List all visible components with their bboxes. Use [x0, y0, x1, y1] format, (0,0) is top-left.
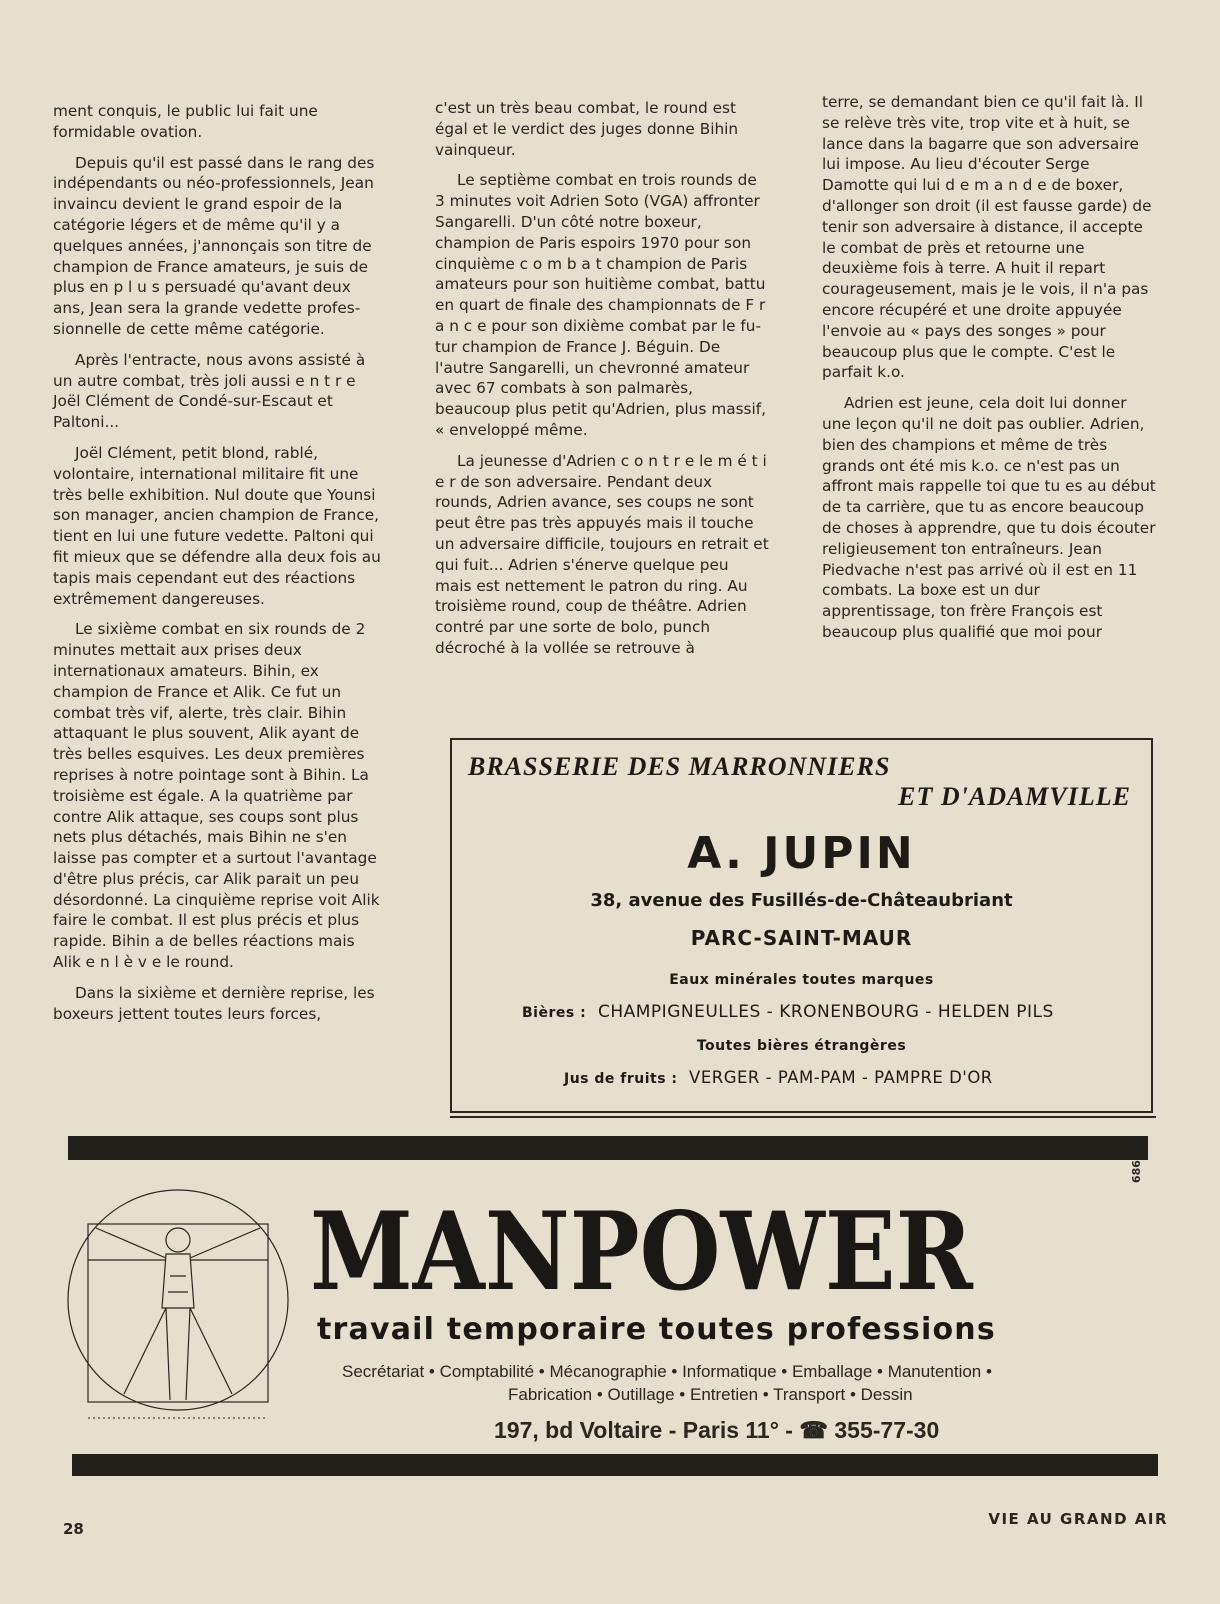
article-column-3 [822, 92, 1156, 653]
brasserie-owner: A. JUPIN [687, 828, 916, 879]
brasserie-bottom-rule [450, 1116, 1156, 1118]
vitruvian-man-icon [66, 1188, 296, 1428]
article-paragraph: Joël Clément, petit blond, rablé, volontaire, international militaire fit une très belle exhibition. Nul doute que Younsi son manager, ancien champion de France, tient en lui une future vedette. Paltoni qui fit mieux que se défendre alla deux fois au tapis mais cependant eut des réactions extrêmement dangereuses. [53, 443, 381, 608]
manpower-address: 197, bd Voltaire - Paris 11° - ☎ 355-77-30 [494, 1417, 940, 1443]
jus-list: VERGER - PAM-PAM - PAMPRE D'OR [689, 1068, 993, 1087]
article-paragraph: Après l'entracte, nous avons assisté à un autre combat, très joli aussi e n t r e Joël Clément de Condé-sur-Escaut et Paltoni... [53, 350, 366, 432]
article-column-1 [53, 101, 387, 1034]
manpower-services-line1: Secrétariat • Comptabilité • Mécanographie • Informatique • Emballage • Manutention • [342, 1362, 992, 1381]
manpower-top-bar [68, 1136, 1148, 1160]
article-paragraph: c'est un très beau combat, le round est égal et le verdict des juges donne Bihin vainqueur. [435, 99, 739, 159]
jus-label: Jus de fruits : [564, 1071, 678, 1087]
manpower-bottom-bar [72, 1454, 1158, 1476]
manpower-services-line2: Fabrication • Outillage • Entretien • Transport • Dessin [508, 1385, 913, 1404]
brasserie-address: 38, avenue des Fusillés-de-Châteaubriant [590, 890, 1013, 911]
article-paragraph: Adrien est jeune, cela doit lui donner une leçon qu'il ne doit pas oublier. Adrien, bien des champions et même de très grands ont été mis k.o. ce n'est pas un affront mais rappelle toi que tu es au début de ta carrière, que tu as encore beaucoup de choses à apprendre, que tu dois écouter religieusement ton entraîneurs. Jean Piedvache n'est pas arrivé où il est en 11 combats. La boxe est un dur apprentissage, ton frère François est beaucoup plus qualifié que moi pour [822, 394, 1156, 641]
manpower-tagline: travail temporaire toutes professions [317, 1312, 996, 1347]
article-paragraph: Depuis qu'il est passé dans le rang des indépendants ou néo-professionnels, Jean invaincu devient le grand espoir de la catégorie légers et de même qu'il y a quelques années, j'annonçais son titre de champion de France amateurs, je suis de plus en p l u s persuadé qu'avant deux ans, Jean sera la grande vedette professionnelle de cette même catégorie. [53, 153, 375, 338]
magazine-title: VIE AU GRAND AIR [988, 1510, 1168, 1528]
brasserie-jus [564, 1068, 993, 1087]
article-paragraph: Dans la sixième et dernière reprise, les boxeurs jettent toutes leurs forces, [53, 983, 375, 1023]
article-column-2 [435, 98, 769, 669]
brasserie-bieres [522, 1002, 1054, 1022]
article-paragraph: ment conquis, le public lui fait une formidable ovation. [53, 102, 318, 141]
bieres-label: Bières : [522, 1005, 587, 1021]
brasserie-ad [450, 738, 1153, 1113]
brasserie-bieres-etrangeres: Toutes bières étrangères [696, 1038, 907, 1054]
article-paragraph: Le sixième combat en six rounds de 2 minutes mettait aux prises deux internationaux amateurs. Bihin, ex champion de France et Alik. Ce fut un combat très vif, alerte, très clair. Bihin attaquant le plus souvent, Alik ayant de très belles esquives. Les deux premières reprises à notre pointage sont à Bihin. La troisième est égale. A la quatrième par contre Alik attaque, ses coups sont plus nets plus détachés, mais Bihin ne s'en laisse pas compter et a surtout l'avantage d'être plus précis, car Alik parait un peu désordonné. La cinquième reprise voit Alik faire le combat. Il est plus précis et plus rapide. Bihin a de belles réactions mais Alik e n l è v e le round. [53, 620, 380, 972]
ad-code: 686 [1130, 1160, 1143, 1183]
brasserie-title-line2: ET D'ADAMVILLE [898, 782, 1131, 811]
brasserie-city: PARC-SAINT-MAUR [690, 926, 913, 950]
brasserie-title-line1: BRASSERIE DES MARRONNIERS [468, 752, 891, 781]
brasserie-eaux: Eaux minérales toutes marques [669, 972, 934, 988]
page-number: 28 [63, 1520, 84, 1538]
article-paragraph: terre, se demandant bien ce qu'il fait là. Il se relève très vite, trop vite et à huit, se lance dans la bagarre que son adversaire lui impose. Au lieu d'écouter Serge Damotte qui lui d e m a n d e de boxer, d'allonger son droit (il est fausse garde) de tenir son adversaire à distance, il accepte le combat de près et retourne une deuxième fois à terre. A huit il repart courageusement, mais je le vois, il n'a pas encore récupéré et une droite appuyée l'envoie au « pays des songes » pour beaucoup plus que le compte. C'est le parfait k.o. [822, 93, 1152, 382]
article-paragraph: La jeunesse d'Adrien c o n t r e le m é t i e r de son adversaire. Pendant deux rounds, Adrien avance, ses coups ne sont peut être pas très appuyés mais il touche un adversaire difficile, toujours en retrait et qui fuit... Adrien s'énerve quelque peu mais est nettement le patron du ring. Au troisième round, coup de théâtre. Adrien contré par une sorte de bolo, punch décroché à la vollée se retrouve à [435, 451, 769, 657]
bieres-list: CHAMPIGNEULLES - KRONENBOURG - HELDEN PILS [597, 1002, 1054, 1022]
article-paragraph: Le septième combat en trois rounds de 3 minutes voit Adrien Soto (VGA) affronter Sangarelli. D'un côté notre boxeur, champion de Paris espoirs 1970 pour son cinquième c o m b a t champion de Paris amateurs pour son huitième combat, battu en quart de finale des championnats de F r a n c e pour son dixième combat par le futur champion de France J. Béguin. De l'autre Sangarelli, un chevronné amateur avec 67 combats à son palmarès, beaucoup plus petit qu'Adrien, plus massif, « enveloppé même. [435, 171, 767, 439]
manpower-logo: MANPOWER [310, 1189, 973, 1315]
